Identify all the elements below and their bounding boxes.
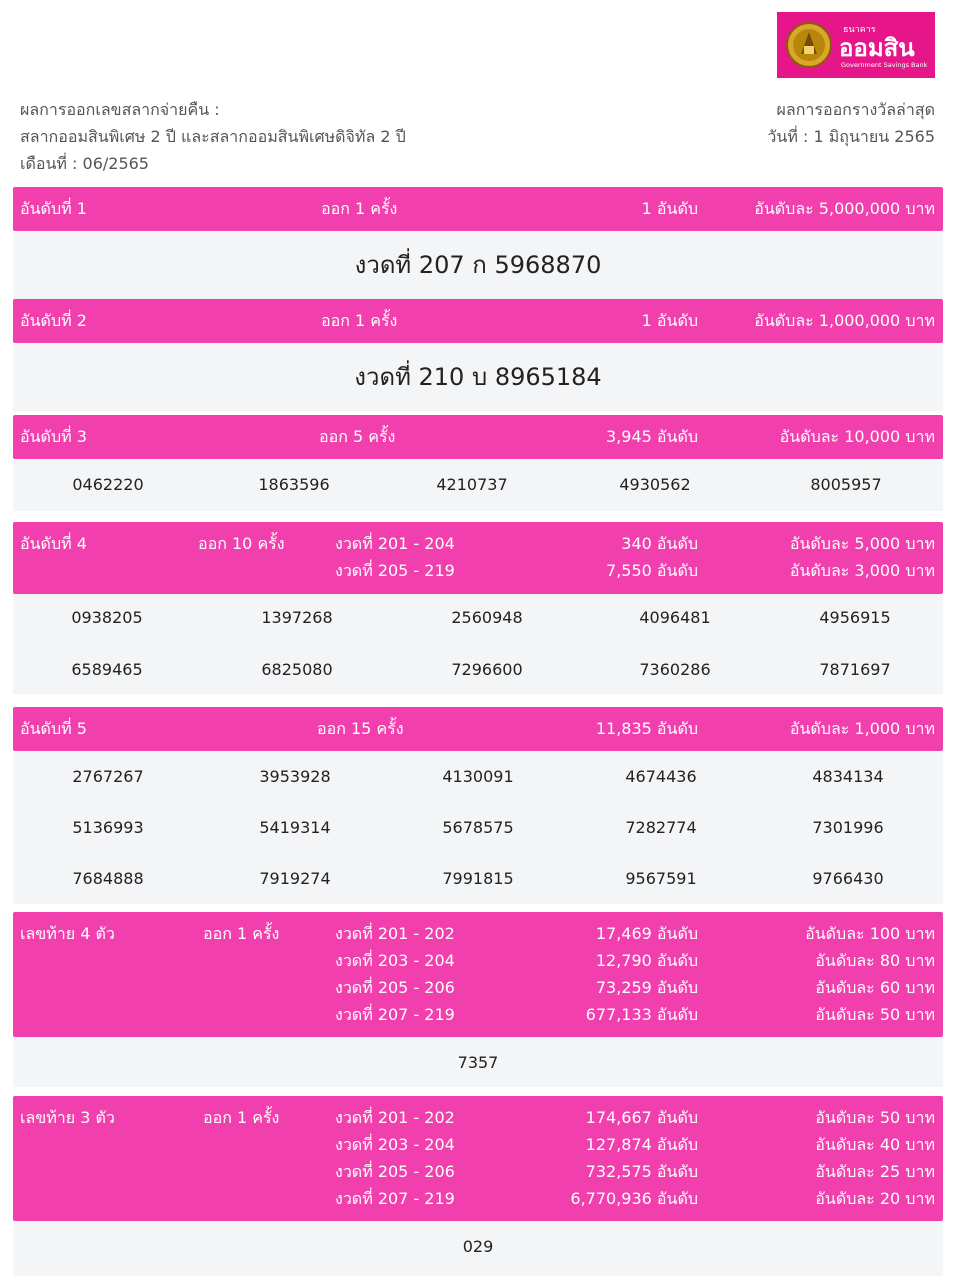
prize-4-number: 7871697	[819, 660, 891, 679]
prize-3-number: 4930562	[619, 475, 691, 494]
last-3-amount: อันดับละ 25 บาท	[815, 1162, 935, 1181]
last-3-rank: เลขท้าย 3 ตัว	[20, 1108, 115, 1127]
prize-3-amount: อันดับละ 10,000 บาท	[779, 427, 935, 446]
result-info	[20, 96, 406, 177]
last-4-counts	[586, 920, 698, 1028]
last-3-count: 732,575 อันดับ	[585, 1162, 698, 1181]
prize-4-number: 6825080	[261, 660, 333, 679]
last-3-section	[13, 1096, 943, 1276]
prize-5-number: 2767267	[72, 767, 144, 786]
prize-1-body	[13, 231, 943, 299]
prize-3-count: 3,945 อันดับ	[606, 427, 698, 446]
logo-brand-text: ออมสิน	[839, 34, 915, 62]
last-4-period: งวดที่ 205 - 206	[335, 978, 455, 997]
prize-4-number: 4956915	[819, 608, 891, 627]
gsb-emblem-icon	[777, 12, 935, 78]
prize-4-count: 7,550 อันดับ	[606, 561, 698, 580]
prize-4-number: 6589465	[71, 660, 143, 679]
prize-2-header	[13, 299, 943, 343]
last-3-count: 127,874 อันดับ	[585, 1135, 698, 1154]
prize-4-count: 340 อันดับ	[621, 534, 698, 553]
prize-4-number: 2560948	[451, 608, 523, 627]
prize-4-number: 7360286	[639, 660, 711, 679]
last-4-period: งวดที่ 201 - 202	[335, 924, 455, 943]
last-3-count: 6,770,936 อันดับ	[570, 1189, 698, 1208]
prize-3-rank: อันดับที่ 3	[20, 427, 87, 446]
prize-4-number: 7296600	[451, 660, 523, 679]
prize-3-body	[13, 459, 943, 511]
prize-4-amount: อันดับละ 3,000 บาท	[789, 561, 935, 580]
last-3-body	[13, 1221, 943, 1276]
prize-2-section	[13, 299, 943, 411]
last-4-count: 12,790 อันดับ	[595, 951, 698, 970]
last-3-amounts	[815, 1104, 935, 1212]
prize-5-number: 5419314	[259, 818, 331, 837]
prize-3-section	[13, 415, 943, 511]
prize-5-number: 5678575	[442, 818, 514, 837]
last-3-period: งวดที่ 205 - 206	[335, 1162, 455, 1181]
last-4-body	[13, 1037, 943, 1087]
prize-1-rank: อันดับที่ 1	[20, 199, 87, 218]
prize-5-number: 4674436	[625, 767, 697, 786]
prize-5-number: 3953928	[259, 767, 331, 786]
last-4-count: 677,133 อันดับ	[585, 1005, 698, 1024]
prize-4-draws: ออก 10 ครั้ง	[198, 534, 285, 553]
last-3-counts	[570, 1104, 698, 1212]
prize-4-periods	[335, 530, 455, 584]
prize-3-number: 1863596	[258, 475, 330, 494]
prize-5-number: 7282774	[625, 818, 697, 837]
prize-5-number: 7919274	[259, 869, 331, 888]
prize-1-draws: ออก 1 ครั้ง	[321, 199, 398, 218]
prize-3-number: 4210737	[436, 475, 508, 494]
result-info-title: ผลการออกเลขสลากจ่ายคืน :	[20, 100, 220, 119]
result-info-product: สลากออมสินพิเศษ 2 ปี และสลากออมสินพิเศษดิจิทัล 2 ปี	[20, 127, 406, 146]
last-3-draws: ออก 1 ครั้ง	[203, 1108, 280, 1127]
last-3-period: งวดที่ 203 - 204	[335, 1135, 455, 1154]
prize-4-period: งวดที่ 201 - 204	[335, 534, 455, 553]
last-3-periods	[335, 1104, 455, 1212]
last-4-period: งวดที่ 207 - 219	[335, 1005, 455, 1024]
prize-1-amount: อันดับละ 5,000,000 บาท	[754, 199, 935, 218]
prize-4-body	[13, 594, 943, 694]
last-3-period: งวดที่ 201 - 202	[335, 1108, 455, 1127]
logo-small-text: ธนาคาร	[843, 25, 876, 35]
prize-5-rank: อันดับที่ 5	[20, 719, 87, 738]
prize-3-draws: ออก 5 ครั้ง	[319, 427, 396, 446]
last-4-count: 17,469 อันดับ	[595, 924, 698, 943]
prize-4-number: 1397268	[261, 608, 333, 627]
prize-4-amount: อันดับละ 5,000 บาท	[789, 534, 935, 553]
prize-3-number: 8005957	[810, 475, 882, 494]
prize-5-section	[13, 707, 943, 904]
gsb-logo[interactable]	[777, 12, 935, 78]
last-3-amount: อันดับละ 50 บาท	[815, 1108, 935, 1127]
last-4-amount: อันดับละ 100 บาท	[805, 924, 935, 943]
latest-draw-title: ผลการออกรางวัลล่าสุด	[776, 100, 935, 119]
prize-1-section	[13, 187, 943, 299]
prize-5-count: 11,835 อันดับ	[595, 719, 698, 738]
last-4-amounts	[805, 920, 935, 1028]
last-3-result: 029	[462, 1237, 494, 1256]
prize-5-number: 4130091	[442, 767, 514, 786]
last-4-amount: อันดับละ 50 บาท	[815, 1005, 935, 1024]
prize-5-amount: อันดับละ 1,000 บาท	[789, 719, 935, 738]
last-4-draws: ออก 1 ครั้ง	[203, 924, 280, 943]
prize-4-period: งวดที่ 205 - 219	[335, 561, 455, 580]
prize-2-count: 1 อันดับ	[641, 311, 698, 330]
prize-1-count: 1 อันดับ	[641, 199, 698, 218]
last-4-count: 73,259 อันดับ	[595, 978, 698, 997]
last-4-rank: เลขท้าย 4 ตัว	[20, 924, 115, 943]
prize-2-body	[13, 343, 943, 411]
prize-5-number: 5136993	[72, 818, 144, 837]
prize-5-number: 7991815	[442, 869, 514, 888]
last-4-amount: อันดับละ 60 บาท	[815, 978, 935, 997]
prize-5-number: 7684888	[72, 869, 144, 888]
prize-4-header	[13, 522, 943, 594]
prize-4-section	[13, 522, 943, 694]
last-3-amount: อันดับละ 40 บาท	[815, 1135, 935, 1154]
prize-3-header	[13, 415, 943, 459]
prize-4-amounts	[790, 530, 935, 584]
last-4-result: 7357	[457, 1053, 499, 1072]
last-4-period: งวดที่ 203 - 204	[335, 951, 455, 970]
prize-1-header	[13, 187, 943, 231]
latest-draw-date: วันที่ : 1 มิถุนายน 2565	[767, 127, 935, 146]
prize-2-amount: อันดับละ 1,000,000 บาท	[754, 311, 935, 330]
prize-4-counts	[606, 530, 698, 584]
last-4-section	[13, 912, 943, 1087]
prize-5-header	[13, 707, 943, 751]
last-4-header	[13, 912, 943, 1037]
prize-2-result: งวดที่ 210 บ 8965184	[354, 363, 602, 391]
last-3-count: 174,667 อันดับ	[585, 1108, 698, 1127]
prize-5-draws: ออก 15 ครั้ง	[317, 719, 404, 738]
prize-1-result: งวดที่ 207 ก 5968870	[354, 251, 602, 279]
prize-2-rank: อันดับที่ 2	[20, 311, 87, 330]
logo-sub-text: Government Savings Bank	[841, 61, 928, 69]
prize-5-number: 9766430	[812, 869, 884, 888]
prize-2-draws: ออก 1 ครั้ง	[321, 311, 398, 330]
latest-draw-info	[767, 96, 935, 150]
prize-3-number: 0462220	[72, 475, 144, 494]
prize-5-number: 9567591	[625, 869, 697, 888]
prize-4-rank: อันดับที่ 4	[20, 534, 87, 553]
last-4-amount: อันดับละ 80 บาท	[815, 951, 935, 970]
result-info-month: เดือนที่ : 06/2565	[20, 154, 149, 173]
prize-4-number: 0938205	[71, 608, 143, 627]
prize-5-body	[13, 751, 943, 904]
prize-5-number: 7301996	[812, 818, 884, 837]
last-3-header	[13, 1096, 943, 1221]
prize-4-number: 4096481	[639, 608, 711, 627]
prize-5-number: 4834134	[812, 767, 884, 786]
last-3-period: งวดที่ 207 - 219	[335, 1189, 455, 1208]
last-4-periods	[335, 920, 455, 1028]
last-3-amount: อันดับละ 20 บาท	[815, 1189, 935, 1208]
